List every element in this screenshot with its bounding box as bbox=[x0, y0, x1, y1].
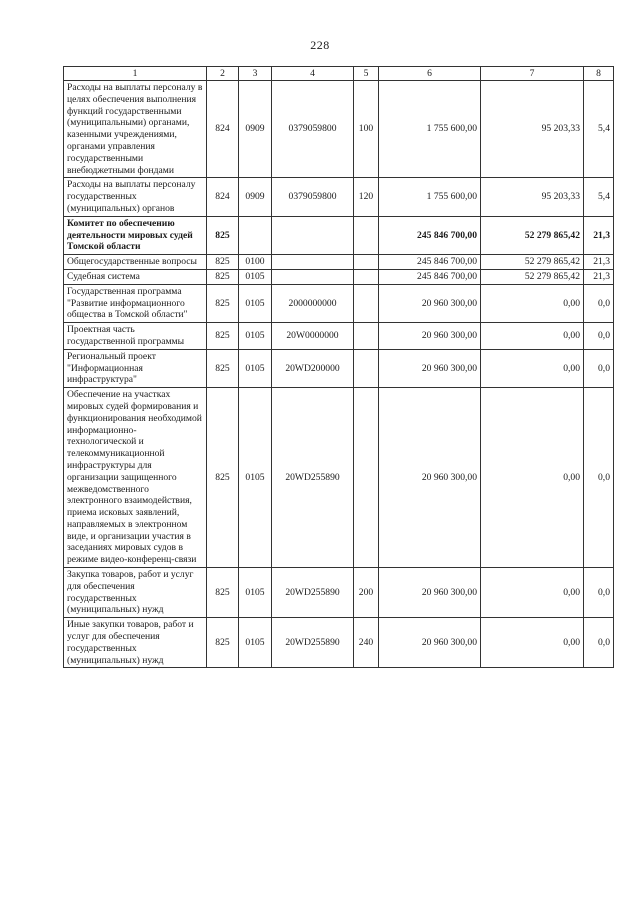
column-header: 6 bbox=[379, 67, 481, 81]
section-code-cell: 0909 bbox=[239, 81, 272, 178]
column-header: 3 bbox=[239, 67, 272, 81]
expense-type-cell bbox=[354, 216, 379, 254]
table-row bbox=[64, 269, 614, 284]
target-article-cell bbox=[272, 255, 354, 270]
section-code-cell bbox=[239, 216, 272, 254]
expense-type-cell bbox=[354, 349, 379, 387]
actual-amount-cell: 52 279 865,42 bbox=[481, 255, 584, 270]
percent-cell: 0,0 bbox=[584, 388, 614, 568]
row-name-cell: Иные закупки товаров, работ и услуг для обеспечения государственных (муниципальных) нужд bbox=[64, 618, 207, 668]
ved-code-cell: 825 bbox=[207, 388, 239, 568]
plan-amount-cell: 20 960 300,00 bbox=[379, 349, 481, 387]
plan-amount-cell: 245 846 700,00 bbox=[379, 216, 481, 254]
table-row bbox=[64, 618, 614, 668]
table-row bbox=[64, 216, 614, 254]
plan-amount-cell: 20 960 300,00 bbox=[379, 323, 481, 350]
column-header: 8 bbox=[584, 67, 614, 81]
row-name-cell: Региональный проект "Информационная инфраструктура" bbox=[64, 349, 207, 387]
target-article-cell: 20W0000000 bbox=[272, 323, 354, 350]
percent-cell: 5,4 bbox=[584, 81, 614, 178]
percent-cell: 21,3 bbox=[584, 216, 614, 254]
ved-code-cell: 825 bbox=[207, 349, 239, 387]
expense-type-cell: 100 bbox=[354, 81, 379, 178]
ved-code-cell: 825 bbox=[207, 284, 239, 322]
column-header: 4 bbox=[272, 67, 354, 81]
row-name-cell: Расходы на выплаты персоналу государственных (муниципальных) органов bbox=[64, 178, 207, 216]
section-code-cell: 0100 bbox=[239, 255, 272, 270]
table-row bbox=[64, 349, 614, 387]
plan-amount-cell: 20 960 300,00 bbox=[379, 284, 481, 322]
ved-code-cell: 825 bbox=[207, 618, 239, 668]
expense-type-cell bbox=[354, 388, 379, 568]
table-row bbox=[64, 284, 614, 322]
percent-cell: 0,0 bbox=[584, 568, 614, 618]
percent-cell: 0,0 bbox=[584, 618, 614, 668]
section-code-cell: 0909 bbox=[239, 178, 272, 216]
row-name-cell: Расходы на выплаты персоналу в целях обеспечения выполнения функций государственными (муниципальными) органами, казенными учреждениями, органами управления государственными внебюджетными фондами bbox=[64, 81, 207, 178]
table-row bbox=[64, 323, 614, 350]
actual-amount-cell: 52 279 865,42 bbox=[481, 269, 584, 284]
ved-code-cell: 824 bbox=[207, 81, 239, 178]
percent-cell: 5,4 bbox=[584, 178, 614, 216]
row-name-cell: Обеспечение на участках мировых судей формирования и функционирования необходимой информационно-технологической и телекоммуникационной инфраструктуры для организации защищенного межведомственного электронного взаимодействия, приема исковых заявлений, направляемых в электронном виде, и организации участия в заседаниях мировых судов в режиме видео-конференц-связи bbox=[64, 388, 207, 568]
section-code-cell: 0105 bbox=[239, 618, 272, 668]
expense-type-cell: 240 bbox=[354, 618, 379, 668]
page-number: 228 bbox=[310, 38, 330, 52]
column-header: 1 bbox=[64, 67, 207, 81]
target-article-cell: 20WD200000 bbox=[272, 349, 354, 387]
target-article-cell: 0379059800 bbox=[272, 178, 354, 216]
table-row bbox=[64, 178, 614, 216]
expense-type-cell bbox=[354, 255, 379, 270]
plan-amount-cell: 1 755 600,00 bbox=[379, 178, 481, 216]
ved-code-cell: 825 bbox=[207, 269, 239, 284]
percent-cell: 0,0 bbox=[584, 349, 614, 387]
percent-cell: 0,0 bbox=[584, 323, 614, 350]
ved-code-cell: 825 bbox=[207, 323, 239, 350]
expense-type-cell bbox=[354, 284, 379, 322]
row-name-cell: Комитет по обеспечению деятельности мировых судей Томской области bbox=[64, 216, 207, 254]
actual-amount-cell: 0,00 bbox=[481, 349, 584, 387]
section-code-cell: 0105 bbox=[239, 388, 272, 568]
expense-type-cell bbox=[354, 323, 379, 350]
expense-type-cell: 200 bbox=[354, 568, 379, 618]
row-name-cell: Проектная часть государственной программы bbox=[64, 323, 207, 350]
plan-amount-cell: 245 846 700,00 bbox=[379, 269, 481, 284]
target-article-cell: 2000000000 bbox=[272, 284, 354, 322]
actual-amount-cell: 0,00 bbox=[481, 568, 584, 618]
percent-cell: 0,0 bbox=[584, 284, 614, 322]
section-code-cell: 0105 bbox=[239, 269, 272, 284]
plan-amount-cell: 20 960 300,00 bbox=[379, 568, 481, 618]
table-body bbox=[64, 81, 614, 668]
expense-type-cell bbox=[354, 269, 379, 284]
target-article-cell bbox=[272, 216, 354, 254]
plan-amount-cell: 20 960 300,00 bbox=[379, 618, 481, 668]
column-header: 7 bbox=[481, 67, 584, 81]
ved-code-cell: 825 bbox=[207, 568, 239, 618]
target-article-cell: 0379059800 bbox=[272, 81, 354, 178]
actual-amount-cell: 0,00 bbox=[481, 388, 584, 568]
table-row bbox=[64, 255, 614, 270]
percent-cell: 21,3 bbox=[584, 255, 614, 270]
ved-code-cell: 825 bbox=[207, 255, 239, 270]
target-article-cell: 20WD255890 bbox=[272, 388, 354, 568]
ved-code-cell: 825 bbox=[207, 216, 239, 254]
section-code-cell: 0105 bbox=[239, 568, 272, 618]
section-code-cell: 0105 bbox=[239, 284, 272, 322]
table-row bbox=[64, 81, 614, 178]
actual-amount-cell: 0,00 bbox=[481, 323, 584, 350]
plan-amount-cell: 245 846 700,00 bbox=[379, 255, 481, 270]
target-article-cell bbox=[272, 269, 354, 284]
actual-amount-cell: 52 279 865,42 bbox=[481, 216, 584, 254]
table-row bbox=[64, 388, 614, 568]
section-code-cell: 0105 bbox=[239, 323, 272, 350]
actual-amount-cell: 0,00 bbox=[481, 618, 584, 668]
expense-type-cell: 120 bbox=[354, 178, 379, 216]
row-name-cell: Закупка товаров, работ и услуг для обеспечения государственных (муниципальных) нужд bbox=[64, 568, 207, 618]
plan-amount-cell: 20 960 300,00 bbox=[379, 388, 481, 568]
column-header: 5 bbox=[354, 67, 379, 81]
actual-amount-cell: 95 203,33 bbox=[481, 81, 584, 178]
actual-amount-cell: 0,00 bbox=[481, 284, 584, 322]
budget-table bbox=[63, 66, 614, 668]
row-name-cell: Общегосударственные вопросы bbox=[64, 255, 207, 270]
row-name-cell: Судебная система bbox=[64, 269, 207, 284]
ved-code-cell: 824 bbox=[207, 178, 239, 216]
plan-amount-cell: 1 755 600,00 bbox=[379, 81, 481, 178]
header-row bbox=[64, 67, 614, 81]
row-name-cell: Государственная программа "Развитие информационного общества в Томской области" bbox=[64, 284, 207, 322]
table-row bbox=[64, 568, 614, 618]
actual-amount-cell: 95 203,33 bbox=[481, 178, 584, 216]
target-article-cell: 20WD255890 bbox=[272, 568, 354, 618]
column-header: 2 bbox=[207, 67, 239, 81]
target-article-cell: 20WD255890 bbox=[272, 618, 354, 668]
section-code-cell: 0105 bbox=[239, 349, 272, 387]
percent-cell: 21,3 bbox=[584, 269, 614, 284]
